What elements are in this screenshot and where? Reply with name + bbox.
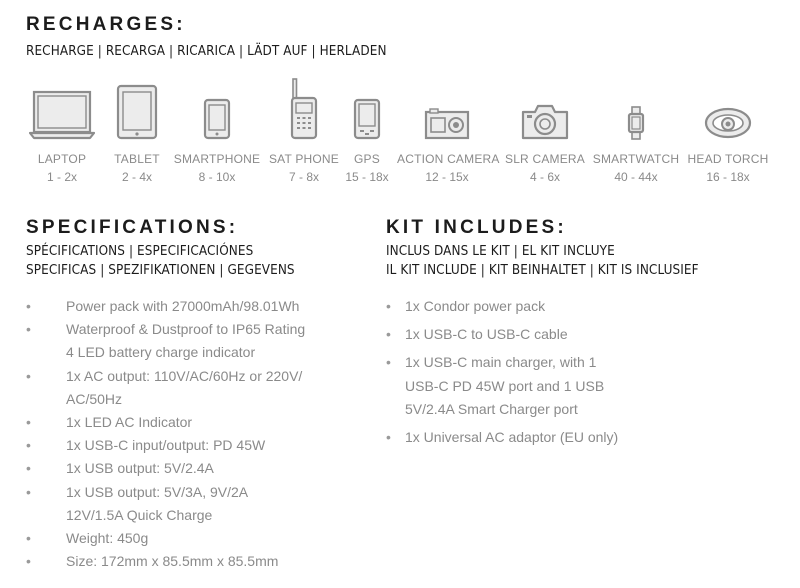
list-item: • 1x LED AC Indicator [26,414,193,431]
list-item: • 1x USB output: 5V/3A, 9V/2A 12V/1.5A Quick Charge [26,483,249,523]
list-item: • Power pack with 27000mAh/98.01Wh [26,298,300,314]
list-item: • Weight: 450g [26,530,149,547]
head-torch-icon [703,106,753,140]
smartwatch-icon [626,106,646,140]
device-smartphone [167,78,267,184]
device-label: LAPTOP [37,152,87,166]
device-range: 16 - 18x [706,170,750,184]
device-range: 8 - 10x [198,170,236,184]
list-item: • 1x AC output: 110V/AC/60Hz or 220V/ AC/50Hz [26,367,303,407]
list-item: • 1x USB-C main charger, with 1 USB-C PD 45W port and 1 USB 5V/2.4A Smart Charger port [386,354,605,417]
kit-list [386,295,686,454]
device-label: HEAD TORCH [687,152,769,166]
kit-title: KIT INCLUDES: [386,217,567,238]
specifications-subtitle-2: SPECIFICAS | SPEZIFIKATIONEN | GEGEVENS [26,263,295,278]
device-list [0,78,800,188]
device-label: TABLET [114,152,160,166]
list-item: • 1x USB-C to USB-C cable [386,326,568,343]
slr-camera-icon [521,104,569,140]
list-item: • 1x Universal AC adaptor (EU only) [386,429,619,446]
list-item: • Waterproof & Dustproof to IP65 Rating 4 LED battery charge indicator [26,321,306,361]
action-camera-icon [424,108,470,140]
sat-phone-icon [289,78,319,140]
tablet-icon [116,84,158,140]
laptop-icon [29,90,95,140]
device-smartwatch [586,78,686,184]
device-range: 4 - 6x [529,170,560,184]
device-label: SMARTWATCH [592,152,680,166]
list-item: • 1x Condor power pack [386,298,546,314]
gps-icon [353,98,381,140]
device-range: 1 - 2x [46,170,77,184]
list-item: • Size: 172mm x 85.5mm x 85.5mm [26,553,279,570]
device-label: GPS [354,152,380,166]
kit-subtitle-1: INCLUS DANS LE KIT | EL KIT INCLUYE [386,244,615,259]
device-range: 7 - 8x [288,170,319,184]
device-range: 15 - 18x [345,170,389,184]
device-range: 40 - 44x [614,170,658,184]
list-item: • 1x USB output: 5V/2.4A [26,460,214,477]
device-label: ACTION CAMERA [397,152,500,166]
list-item: • 1x USB-C input/output: PD 45W [26,437,266,454]
specifications-title: SPECIFICATIONS: [26,217,239,238]
device-range: 12 - 15x [425,170,469,184]
recharges-title: RECHARGES: [26,14,186,35]
device-label: SLR CAMERA [504,152,586,166]
smartphone-icon [203,98,231,140]
kit-subtitle-2: IL KIT INCLUDE | KIT BEINHALTET | KIT IS INCLUSIEF [386,263,699,278]
specifications-list [26,295,366,573]
recharges-subtitle: RECHARGE | RECARGA | RICARICA | LÄDT AUF | HERLADEN [26,44,387,59]
device-head-torch [678,78,778,184]
device-action-camera [397,78,500,184]
specifications-subtitle-1: SPÉCIFICATIONS | ESPECIFICACIÓNES [26,244,254,259]
device-slr-camera [495,78,595,184]
device-label: SAT PHONE [268,152,340,166]
device-range: 2 - 4x [121,170,152,184]
device-label: SMARTPHONE [173,152,261,166]
